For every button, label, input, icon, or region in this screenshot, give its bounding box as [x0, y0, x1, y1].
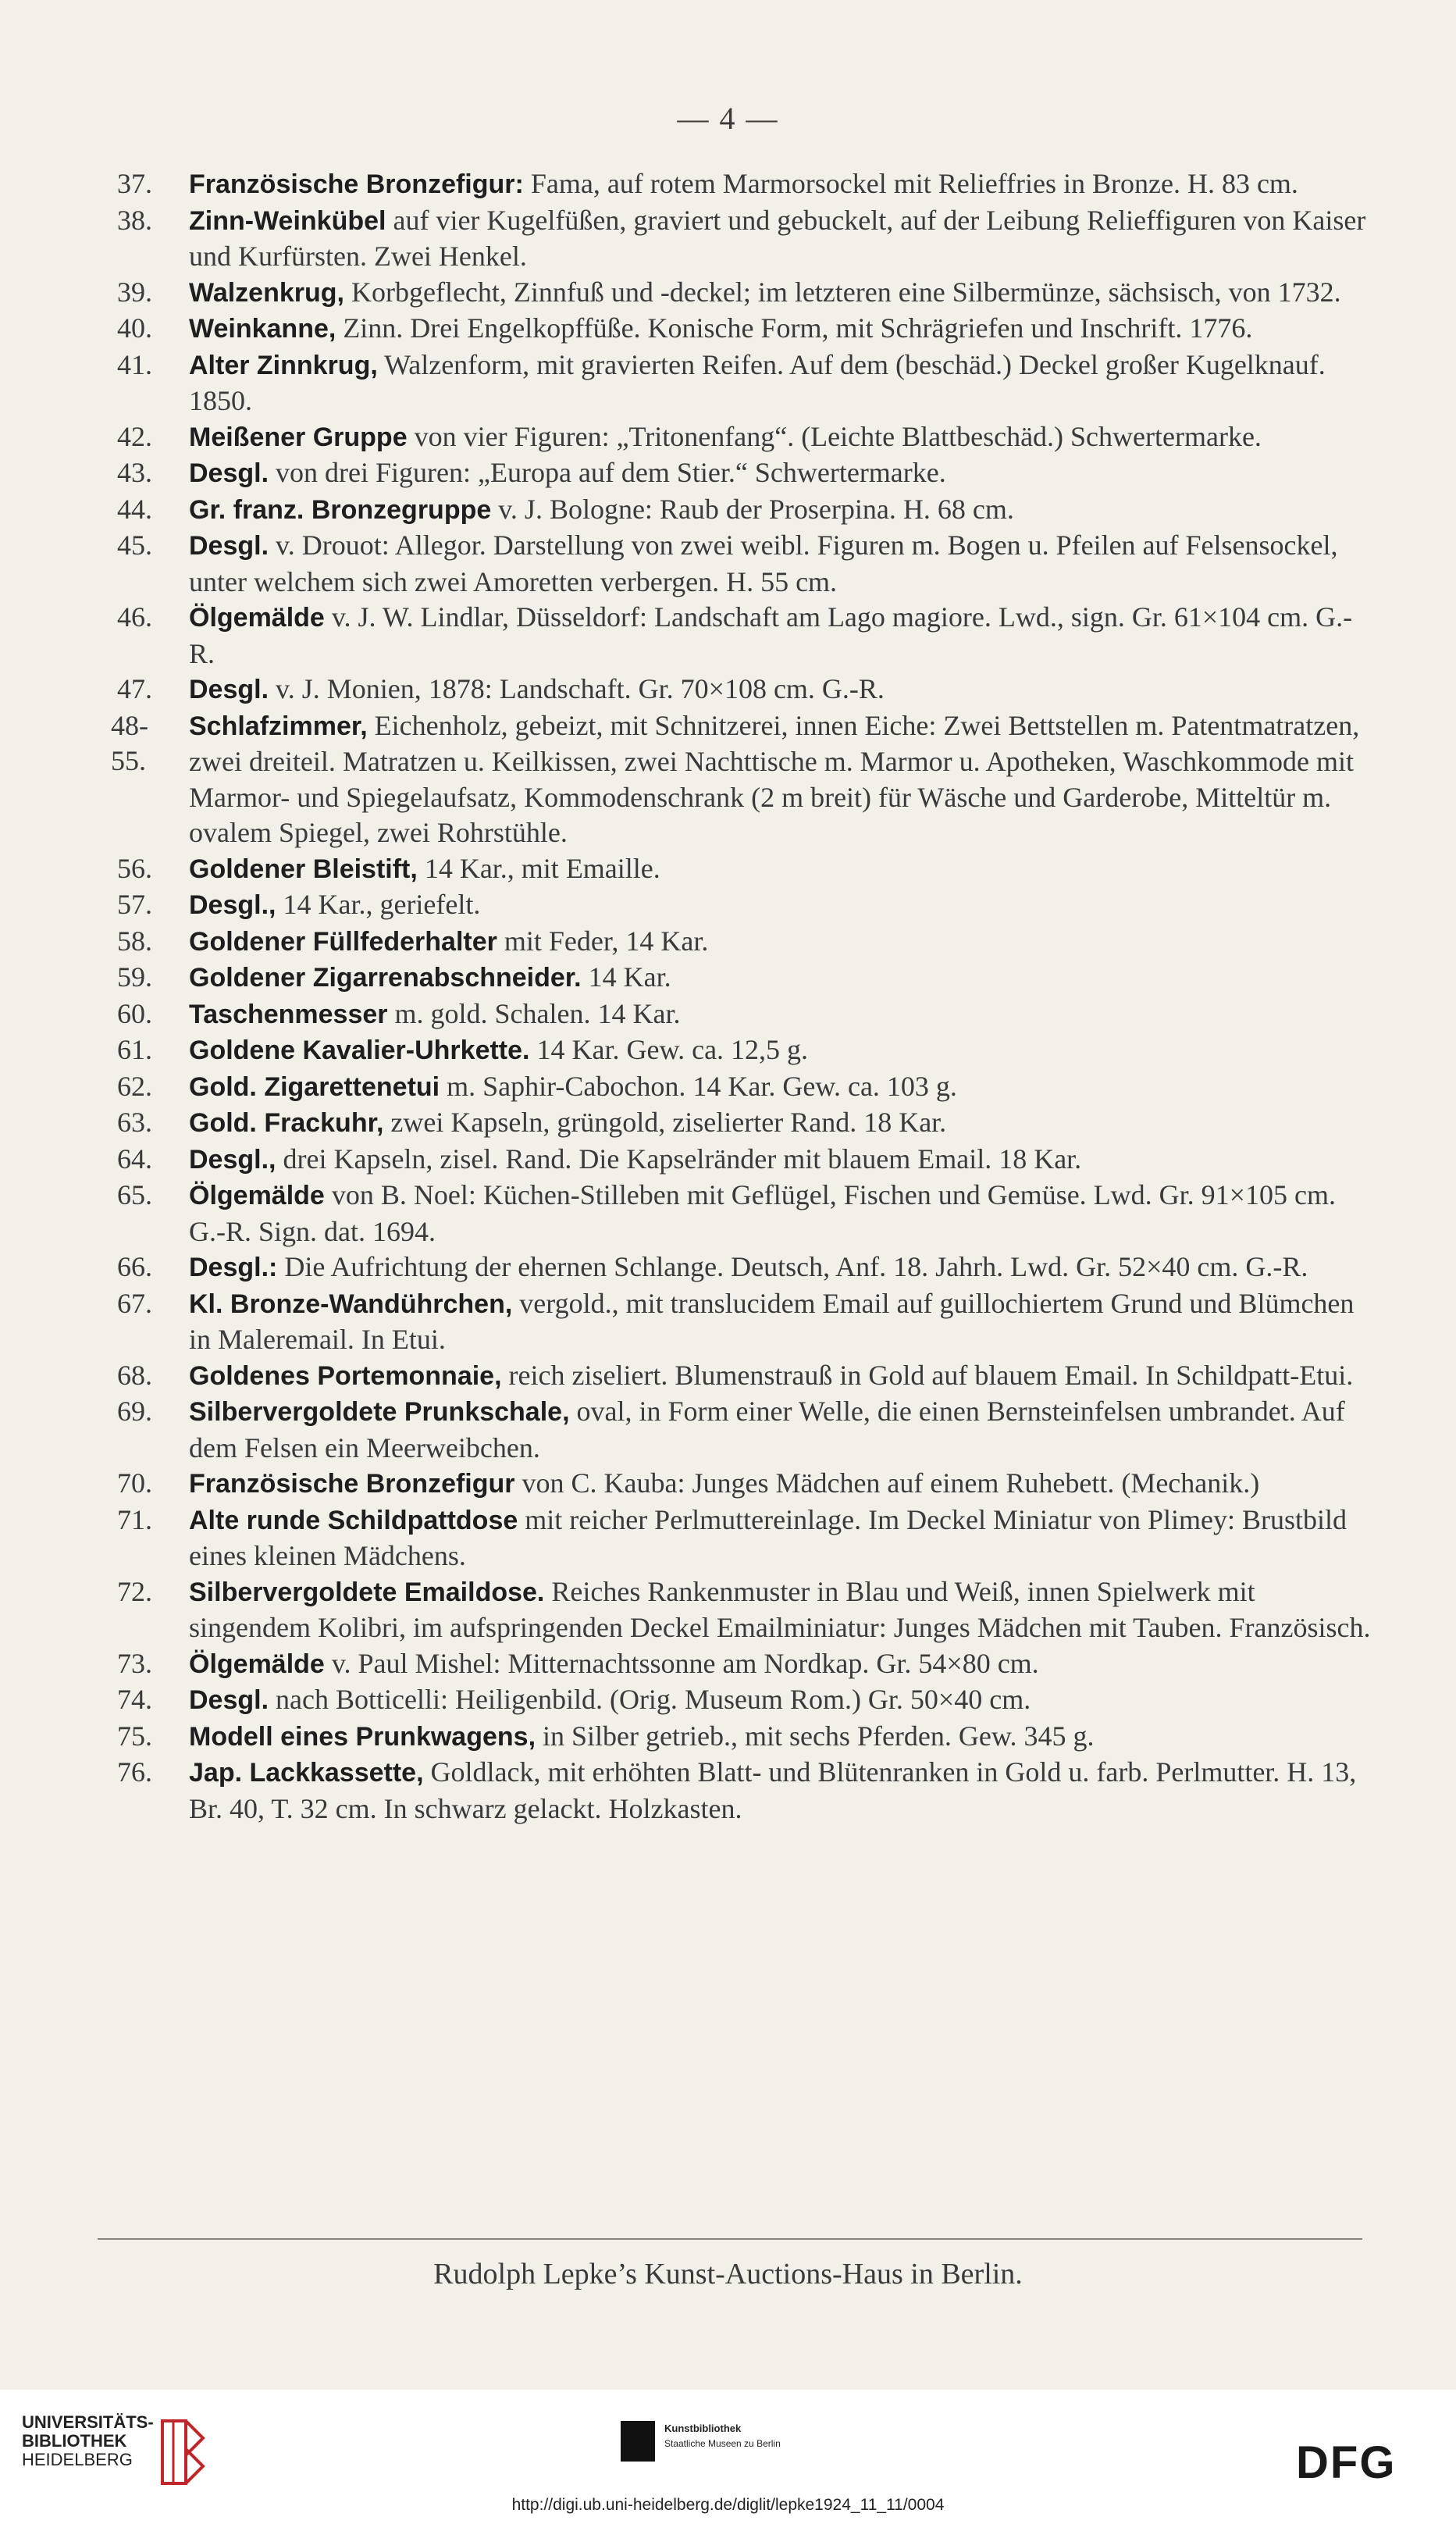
entry-number: 63. — [117, 1107, 152, 1138]
page-number: — 4 — — [677, 101, 779, 136]
catalog-entry — [117, 1032, 1374, 1069]
entry-description: mit Feder, 14 Kar. — [497, 925, 709, 957]
entry-title: Französische Bronzefigur — [189, 1469, 515, 1499]
entry-number: 62. — [117, 1070, 152, 1102]
entry-number: 74. — [117, 1684, 152, 1715]
catalog-entry — [117, 887, 1374, 924]
uni-name-line2: BIBLIOTHEK — [22, 2431, 127, 2451]
catalog-entry — [117, 1358, 1374, 1395]
entry-title: Kl. Bronze-Wandührchen, — [189, 1289, 513, 1319]
catalog-entry — [117, 455, 1374, 492]
entry-description: von B. Noel: Küchen-Stilleben mit Geflügel, Fischen und Gemüse. Lwd. Gr. 91×105 cm. G.-R. Sign. dat. 1694. — [189, 1179, 1336, 1247]
entry-description: 14 Kar., geriefelt. — [276, 889, 481, 920]
catalog-entry — [117, 1250, 1374, 1286]
entry-number: 45. — [117, 529, 152, 561]
entry-title: Taschenmesser — [189, 999, 388, 1029]
entry-description: 14 Kar. Gew. ca. 12,5 g. — [529, 1034, 809, 1065]
entry-title: Gr. franz. Bronzegruppe — [189, 494, 492, 525]
permalink-url[interactable]: http://digi.ub.uni-heidelberg.de/diglit/lepke1924_11_11/0004 — [511, 2496, 945, 2514]
entry-number: 65. — [117, 1179, 152, 1210]
entry-number: 61. — [117, 1034, 152, 1065]
uni-name-line1: UNIVERSITÄTS- — [22, 2412, 154, 2432]
entry-title: Französische Bronzefigur: — [189, 169, 524, 199]
entry-description: oval, in Form einer Welle, die einen Bernsteinfelsen umbrandet. Auf dem Felsen ein Meerweibchen. — [189, 1396, 1345, 1463]
entry-title: Desgl. — [189, 1685, 269, 1715]
catalog-entry — [117, 492, 1374, 529]
entry-title: Goldenes Portemonnaie, — [189, 1360, 502, 1391]
entry-description: Die Aufrichtung der ehernen Schlange. Deutsch, Anf. 18. Jahrh. Lwd. Gr. 52×40 cm. G.-R. — [277, 1251, 1308, 1282]
kb-subtitle: Staatliche Museen zu Berlin — [664, 2438, 781, 2449]
catalog-entry — [111, 708, 1374, 851]
catalog-entry — [117, 1069, 1374, 1106]
catalog-entry — [117, 960, 1374, 996]
entry-description: v. Drouot: Allegor. Darstellung von zwei weibl. Figuren m. Bogen u. Pfeilen auf Felsensockel, unter welchem sich zwei Amoretten verbergen. H. 55 cm. — [189, 529, 1338, 597]
entry-number: 58. — [117, 925, 152, 957]
entry-description: mit reicher Perlmuttereinlage. Im Deckel Miniatur von Plimey: Brustbild eines kleinen Mädchens. — [189, 1503, 1347, 1571]
entry-title: Desgl. — [189, 531, 269, 561]
entry-title: Ölgemälde — [189, 603, 325, 633]
heidelberg-mark-icon — [155, 2413, 209, 2491]
entry-number: 38. — [117, 204, 152, 236]
catalog-entry — [117, 419, 1374, 456]
entry-description: Fama, auf rotem Marmorsockel mit Relieffries in Bronze. H. 83 cm. — [523, 168, 1298, 199]
entry-title: Alte runde Schildpattdose — [189, 1505, 518, 1535]
entry-description: reich ziseliert. Blumenstrauß in Gold auf blauem Email. In Schildpatt-Etui. — [501, 1359, 1354, 1391]
entry-title: Goldener Zigarrenabschneider. — [189, 963, 582, 993]
university-library-logo[interactable] — [22, 2413, 209, 2491]
entry-title: Modell eines Prunkwagens, — [189, 1721, 536, 1752]
entry-number: 69. — [117, 1396, 152, 1427]
entry-title: Goldener Bleistift, — [189, 854, 418, 884]
entry-title: Silbervergoldete Emaildose. — [189, 1577, 545, 1607]
entry-description: in Silber getrieb., mit sechs Pferden. Gew. 345 g. — [536, 1720, 1095, 1752]
entry-description: v. Paul Mishel: Mitternachtssonne am Nordkap. Gr. 54×80 cm. — [324, 1647, 1039, 1679]
entry-title: Desgl.: — [189, 1253, 278, 1282]
entry-description: auf vier Kugelfüßen, graviert und gebuckelt, auf der Leibung Relieffiguren von Kaiser und Kurfürsten. Zwei Henkel. — [189, 204, 1366, 272]
entry-description: von drei Figuren: „Europa auf dem Stier.“ Schwertermarke. — [269, 457, 946, 488]
entry-number: 71. — [117, 1503, 152, 1535]
entry-title: Goldene Kavalier-Uhrkette. — [189, 1036, 530, 1065]
catalog-entry — [117, 1646, 1374, 1683]
footer-divider — [98, 2238, 1362, 2240]
catalog-entry — [117, 1503, 1374, 1574]
catalog-entry — [117, 1286, 1374, 1358]
entry-number: 66. — [117, 1251, 152, 1282]
entry-number: 73. — [117, 1647, 152, 1679]
catalog-entry — [117, 348, 1374, 419]
entry-description: v. J. Monien, 1878: Landschaft. Gr. 70×108 cm. G.-R. — [269, 673, 885, 704]
kunstbibliothek-logo[interactable] — [621, 2421, 855, 2468]
entry-number: 64. — [117, 1143, 152, 1175]
entry-title: Zinn-Weinkübel — [189, 205, 386, 236]
entry-title: Desgl. — [189, 458, 269, 488]
entry-title: Gold. Zigarettenetui — [189, 1071, 440, 1102]
entry-number: 67. — [117, 1287, 152, 1319]
entry-description: drei Kapseln, zisel. Rand. Die Kapselränder mit blauem Email. 18 Kar. — [276, 1143, 1082, 1175]
entry-number: 47. — [117, 673, 152, 704]
entry-title: Desgl., — [189, 890, 276, 920]
entry-number: 39. — [117, 276, 152, 308]
entry-title: Weinkanne, — [189, 314, 336, 344]
entry-number: 56. — [117, 852, 152, 884]
entry-number: 72. — [117, 1575, 152, 1607]
catalog-entry — [117, 924, 1374, 961]
entry-number: 42. — [117, 420, 152, 452]
catalog-entry — [117, 672, 1374, 708]
entry-description: nach Botticelli: Heiligenbild. (Orig. Museum Rom.) Gr. 50×40 cm. — [269, 1684, 1031, 1715]
catalog-entry — [117, 600, 1374, 672]
entry-number: 48-55. — [111, 709, 148, 776]
entry-description: v. J. Bologne: Raub der Proserpina. H. 68 cm. — [491, 493, 1014, 525]
entry-title: Alter Zinnkrug, — [189, 350, 378, 380]
kunstbibliothek-mark-icon — [621, 2421, 655, 2462]
catalog-entry — [117, 1574, 1374, 1646]
entry-description: v. J. W. Lindlar, Düsseldorf: Landschaft am Lago magiore. Lwd., sign. Gr. 61×104 cm. G.-R. — [189, 601, 1353, 669]
catalog-entry — [117, 166, 1374, 203]
catalog-entry — [117, 1394, 1374, 1466]
entry-description: zwei Kapseln, grüngold, ziselierter Rand. 18 Kar. — [383, 1107, 947, 1138]
catalog-entry — [117, 851, 1374, 888]
catalog-entry — [117, 1719, 1374, 1756]
entry-description: Eichenholz, gebeizt, mit Schnitzerei, innen Eiche: Zwei Bettstellen m. Patentmatratzen, zwei dreiteil. Matratzen u. Keilkissen, zwei Nachttische m. Marmor u. Apotheken, Waschkommode mit Marmor- und Spiegelaufsatz, Kommodenschrank (2 m breit) für Wäsche und Garderobe, Mitteltür m. ovalem Spiegel, zwei Rohrstühle. — [189, 709, 1360, 848]
entry-number: 44. — [117, 493, 152, 525]
entry-title: Silbervergoldete Prunkschale, — [189, 1397, 570, 1427]
catalog-entry — [117, 1105, 1374, 1142]
catalog-entry — [117, 1755, 1374, 1827]
catalog-entry — [117, 203, 1374, 275]
entry-number: 76. — [117, 1756, 152, 1788]
entry-title: Ölgemälde — [189, 1649, 325, 1679]
entry-description: Walzenform, mit gravierten Reifen. Auf dem (beschäd.) Deckel großer Kugelknauf. 1850. — [189, 348, 1326, 416]
catalog-entry — [117, 1466, 1374, 1503]
uni-name-line3: HEIDELBERG — [22, 2450, 133, 2469]
entry-number: 41. — [117, 348, 152, 380]
footer-publisher: Rudolph Lepke’s Kunst-Auctions-Haus in Berlin. — [433, 2258, 1023, 2290]
entry-description: m. Saphir-Cabochon. 14 Kar. Gew. ca. 103 g. — [440, 1070, 957, 1102]
entry-number: 37. — [117, 168, 152, 199]
catalog-entry — [117, 275, 1374, 312]
entry-description: Korbgeflecht, Zinnfuß und -deckel; im letzteren eine Silbermünze, sächsisch, von 1732. — [344, 276, 1341, 308]
entry-number: 43. — [117, 457, 152, 488]
entry-number: 68. — [117, 1359, 152, 1391]
entry-description: Reiches Rankenmuster in Blau und Weiß, innen Spielwerk mit singendem Kolibri, im aufspringenden Deckel Emailminiatur: Junges Mädchen mit Tauben. Französisch. — [189, 1575, 1371, 1643]
entry-title: Gold. Frackuhr, — [189, 1108, 384, 1138]
entry-title: Meißener Gruppe — [189, 422, 408, 452]
entry-description: von C. Kauba: Junges Mädchen auf einem Ruhebett. (Mechanik.) — [514, 1467, 1260, 1499]
entry-description: Zinn. Drei Engelkopffüße. Konische Form, mit Schrägriefen und Inschrift. 1776. — [336, 312, 1253, 344]
entry-number: 59. — [117, 961, 152, 993]
university-library-name — [22, 2413, 154, 2469]
entry-title: Schlafzimmer, — [189, 711, 368, 741]
kb-name: Kunstbibliothek — [664, 2422, 742, 2434]
entry-description: m. gold. Schalen. 14 Kar. — [387, 997, 681, 1029]
entry-number: 60. — [117, 997, 152, 1029]
dfg-logo[interactable]: DFG — [1296, 2437, 1397, 2488]
entry-number: 57. — [117, 889, 152, 920]
catalog-entry — [117, 1682, 1374, 1719]
entry-number: 40. — [117, 312, 152, 344]
catalog-entry — [117, 996, 1374, 1033]
entry-title: Goldener Füllfederhalter — [189, 926, 497, 957]
entry-description: 14 Kar. — [581, 961, 671, 993]
catalog-entry — [117, 1142, 1374, 1178]
catalog-entry — [117, 311, 1374, 348]
catalog-entries — [111, 166, 1374, 1827]
entry-title: Jap. Lackkassette, — [189, 1758, 424, 1788]
entry-description: von vier Figuren: „Tritonenfang“. (Leichte Blattbeschäd.) Schwertermarke. — [407, 420, 1262, 452]
entry-number: 70. — [117, 1467, 152, 1499]
entry-title: Desgl., — [189, 1144, 276, 1175]
catalog-entry — [117, 528, 1374, 600]
entry-description: 14 Kar., mit Emaille. — [417, 852, 660, 884]
entry-description: Goldlack, mit erhöhten Blatt- und Blütenranken in Gold u. farb. Perlmutter. H. 13, Br. 40, T. 32 cm. In schwarz gelackt. Holzkasten. — [189, 1756, 1357, 1824]
entry-title: Walzenkrug, — [189, 277, 344, 308]
entry-number: 75. — [117, 1720, 152, 1752]
entry-description: vergold., mit translucidem Email auf guillochiertem Grund und Blümchen in Maleremail. In Etui. — [189, 1287, 1355, 1355]
entry-title: Desgl. — [189, 675, 269, 704]
catalog-entry — [117, 1178, 1374, 1250]
entry-number: 46. — [117, 601, 152, 633]
entry-title: Ölgemälde — [189, 1181, 325, 1210]
